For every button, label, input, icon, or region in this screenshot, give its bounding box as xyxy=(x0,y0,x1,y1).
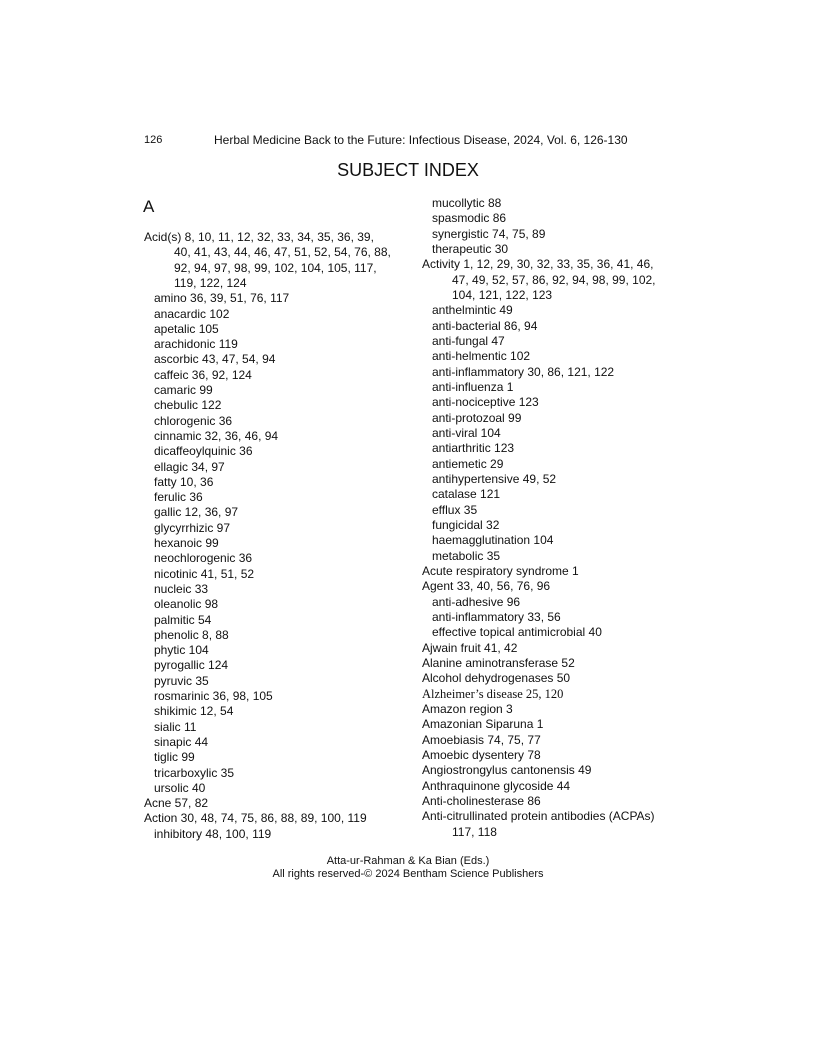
index-entry-sub: anti-protozoal 99 xyxy=(432,410,522,425)
index-entry-sub: anti-adhesive 96 xyxy=(432,594,521,609)
index-entry-sub: ferulic 36 xyxy=(154,490,203,505)
index-entry-main: Acute respiratory syndrome 1 xyxy=(422,563,579,578)
index-entry-main: Anti-citrullinated protein antibodies (ACPAs) xyxy=(422,809,655,824)
index-entry-sub: ascorbic 43, 47, 54, 94 xyxy=(154,352,276,367)
index-entry-sub: cinnamic 32, 36, 46, 94 xyxy=(154,428,279,443)
index-entry-sub: anti-influenza 1 xyxy=(432,379,514,394)
index-entry-sub: nucleic 33 xyxy=(154,581,209,596)
index-entry-sub: tiglic 99 xyxy=(154,750,195,765)
index-entry-main: Amoebic dysentery 78 xyxy=(422,747,541,762)
index-entry-sub: dicaffeoylquinic 36 xyxy=(154,444,253,459)
index-entry-sub: mucollytic 88 xyxy=(432,196,502,210)
index-entry-main: Alanine aminotransferase 52 xyxy=(422,655,575,670)
index-entry-sub: anti-inflammatory 30, 86, 121, 122 xyxy=(432,364,615,379)
index-entry-sub: glycyrrhizic 97 xyxy=(154,520,231,535)
index-entry-sub: fungicidal 32 xyxy=(432,517,500,532)
index-entry-main: Acne 57, 82 xyxy=(144,796,209,811)
index-entry-sub: shikimic 12, 54 xyxy=(154,704,234,719)
index-entry-sub: amino 36, 39, 51, 76, 117 xyxy=(154,291,290,306)
index-entry-sub: camaric 99 xyxy=(154,383,213,397)
index-entry-sub: caffeic 36, 92, 124 xyxy=(154,367,252,382)
index-entry-main: Acid(s) 8, 10, 11, 12, 32, 33, 34, 35, 36, 39, xyxy=(144,230,374,244)
index-entry-sub: chebulic 122 xyxy=(154,398,222,413)
index-entry-main: Amoebiasis 74, 75, 77 xyxy=(422,732,541,747)
index-entry-main: Activity 1, 12, 29, 30, 32, 33, 35, 36, 41, 46, xyxy=(422,257,654,272)
index-entry-sub: anti-viral 104 xyxy=(432,425,501,440)
index-entry-cont: 104, 121, 122, 123 xyxy=(452,287,553,302)
index-entry-sub: anacardic 102 xyxy=(154,306,230,321)
index-entry-sub: anti-helmentic 102 xyxy=(432,349,531,364)
index-entry-sub: anthelmintic 49 xyxy=(432,303,513,318)
index-entry-main: Action 30, 48, 74, 75, 86, 88, 89, 100, 119 xyxy=(144,811,367,826)
index-entry-sub: anti-bacterial 86, 94 xyxy=(432,318,538,333)
index-entry-sub: synergistic 74, 75, 89 xyxy=(432,226,546,241)
page-number: 126 xyxy=(144,134,163,146)
index-entry-sub: effective topical antimicrobial 40 xyxy=(432,625,602,640)
index-entry-main: Angiostrongylus cantonensis 49 xyxy=(422,763,592,778)
index-column-right xyxy=(422,196,682,842)
index-entry-cont: 40, 41, 43, 44, 46, 47, 51, 52, 54, 76, 88, xyxy=(174,245,391,260)
index-entry-sub: antiemetic 29 xyxy=(432,456,504,471)
index-entry-sub: haemagglutination 104 xyxy=(432,533,554,548)
index-entry-sub: sinapic 44 xyxy=(154,734,209,749)
index-entry-sub: gallic 12, 36, 97 xyxy=(154,505,239,520)
index-entry-sub: nicotinic 41, 51, 52 xyxy=(154,566,255,581)
index-entry-sub: fatty 10, 36 xyxy=(154,474,214,489)
index-entry-sub: anti-inflammatory 33, 56 xyxy=(432,609,561,624)
index-entry-sub: palmitic 54 xyxy=(154,612,212,627)
index-entry-sub: efflux 35 xyxy=(432,502,478,517)
index-entry-sub: pyrogallic 124 xyxy=(154,658,229,673)
index-entry-sub: antiarthritic 123 xyxy=(432,441,515,456)
index-entry-sub: hexanoic 99 xyxy=(154,536,219,550)
index-entry-sub: oleanolic 98 xyxy=(154,597,219,612)
index-entry-cont: 119, 122, 124 xyxy=(174,275,247,290)
index-entry-sub: neochlorogenic 36 xyxy=(154,551,253,566)
index-entry-sub: therapeutic 30 xyxy=(432,241,509,256)
index-entry-main: Agent 33, 40, 56, 76, 96 xyxy=(422,579,551,594)
footer-editors: Atta-ur-Rahman & Ka Bian (Eds.) xyxy=(326,855,490,867)
index-column-left xyxy=(144,230,404,842)
index-entry-sub: rosmarinic 36, 98, 105 xyxy=(154,689,273,703)
index-entry-sub: ellagic 34, 97 xyxy=(154,459,225,474)
index-entry-sub: chlorogenic 36 xyxy=(154,413,233,428)
index-entry-cont: 47, 49, 52, 57, 86, 92, 94, 98, 99, 102, xyxy=(452,272,656,287)
index-entry-sub: anti-fungal 47 xyxy=(432,333,505,348)
footer-copyright: All rights reserved-© 2024 Bentham Science Publishers xyxy=(272,868,544,880)
index-entry-main: Ajwain fruit 41, 42 xyxy=(422,640,518,655)
index-entry-sub: antihypertensive 49, 52 xyxy=(432,471,557,486)
index-entry-main: Alcohol dehydrogenases 50 xyxy=(422,671,571,686)
index-entry-main: Amazon region 3 xyxy=(422,701,513,716)
index-entry-sub: arachidonic 119 xyxy=(154,337,238,352)
index-entry-main: Alzheimer’s disease 25, 120 xyxy=(422,686,564,701)
index-entry-sub: phytic 104 xyxy=(154,643,209,658)
index-entry-main: Anti-cholinesterase 86 xyxy=(422,793,541,808)
index-entry-main: Amazonian Siparuna 1 xyxy=(422,717,544,732)
index-entry-sub: catalase 121 xyxy=(432,487,501,502)
index-entry-cont: 92, 94, 97, 98, 99, 102, 104, 105, 117, xyxy=(174,260,377,275)
running-header: Herbal Medicine Back to the Future: Infectious Disease, 2024, Vol. 6, 126-130 xyxy=(214,133,628,147)
index-entry-sub: inhibitory 48, 100, 119 xyxy=(154,826,272,841)
index-entry-sub: spasmodic 86 xyxy=(432,211,507,226)
page-title: SUBJECT INDEX xyxy=(337,160,479,180)
index-entry-sub: anti-nociceptive 123 xyxy=(432,395,539,410)
index-entry-sub: pyruvic 35 xyxy=(154,673,209,688)
index-entry-sub: phenolic 8, 88 xyxy=(154,627,229,642)
index-entry-main: Anthraquinone glycoside 44 xyxy=(422,778,571,793)
index-entry-sub: ursolic 40 xyxy=(154,780,206,795)
section-letter: A xyxy=(143,197,155,216)
index-entry-sub: tricarboxylic 35 xyxy=(154,765,235,780)
index-entry-sub: metabolic 35 xyxy=(432,548,501,563)
index-entry-sub: sialic 11 xyxy=(154,719,197,734)
index-entry-sub: apetalic 105 xyxy=(154,321,219,336)
index-entry-cont: 117, 118 xyxy=(452,824,497,839)
